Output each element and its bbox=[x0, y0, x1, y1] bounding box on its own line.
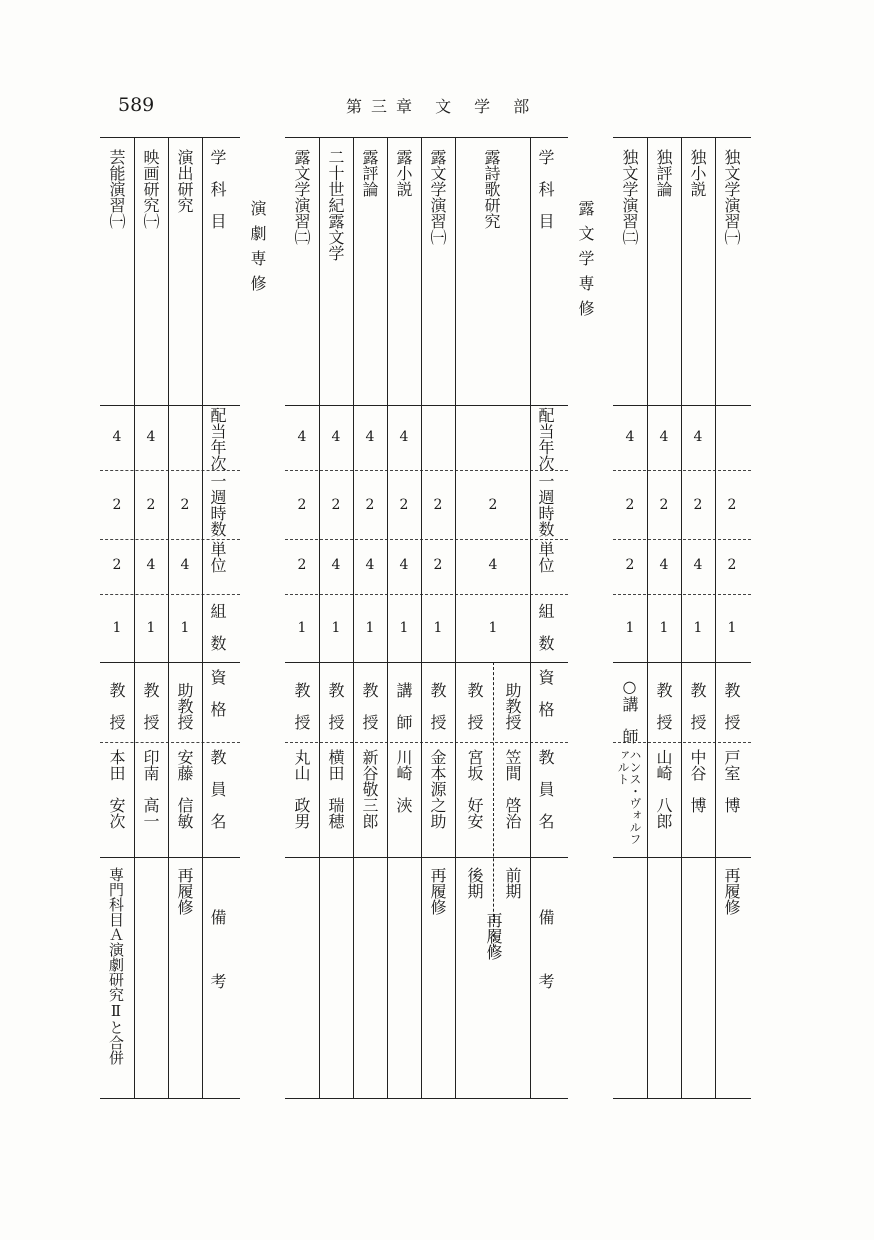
chapter-header: 第三章 文 学 部 bbox=[346, 97, 539, 116]
table-cell-note: 前期 bbox=[503, 867, 522, 899]
table-cell-year: 4 bbox=[112, 429, 122, 445]
table-cell-hours: 2 bbox=[331, 497, 341, 513]
table-cell-teacher: 本田 安次 bbox=[107, 749, 126, 829]
table-cell-groups: 1 bbox=[399, 620, 409, 636]
table-cell-hours: 2 bbox=[659, 497, 669, 513]
table-cell-groups: 1 bbox=[112, 620, 122, 636]
header-units: 単位 bbox=[208, 541, 227, 573]
table-cell-teacher: 安藤 信敏 bbox=[175, 749, 194, 829]
table-cell-rank: 教 授 bbox=[107, 682, 126, 730]
table-cell-groups: 1 bbox=[180, 620, 190, 636]
table-cell-hours: 2 bbox=[433, 497, 443, 513]
header-rank: 資 格 bbox=[536, 669, 555, 717]
table-cell-rank: 教 授 bbox=[360, 682, 379, 730]
table-cell-year: 4 bbox=[659, 429, 669, 445]
table-row-subject: 露詩歌研究 bbox=[482, 149, 501, 229]
table-row-subject: 映画研究㈠ bbox=[141, 149, 160, 229]
table-cell-units: 2 bbox=[433, 557, 443, 573]
table-cell-groups: 1 bbox=[693, 620, 703, 636]
table-cell-teacher: 宮坂 好安 bbox=[465, 749, 484, 829]
header-teacher: 教 員 名 bbox=[536, 749, 555, 829]
table-row-subject: 二十世紀露文学 bbox=[326, 149, 345, 261]
table-cell-year: 4 bbox=[331, 429, 341, 445]
table-cell-rank: 教 授 bbox=[654, 682, 673, 730]
table-cell-units: 2 bbox=[625, 557, 635, 573]
table-engeki bbox=[100, 137, 240, 1098]
table-cell-hours: 2 bbox=[693, 497, 703, 513]
table-cell-units: 4 bbox=[659, 557, 669, 573]
table-cell-rank: 教 授 bbox=[465, 682, 484, 730]
table-cell-units: 4 bbox=[146, 557, 156, 573]
header-hours: 一週時数 bbox=[208, 473, 227, 537]
table-cell-teacher: 新谷敬三郎 bbox=[360, 749, 379, 829]
header-groups: 組 数 bbox=[208, 603, 227, 651]
page-number: 589 bbox=[118, 94, 155, 116]
table-cell-units: 4 bbox=[693, 557, 703, 573]
table-cell-rank: 教 授 bbox=[292, 682, 311, 730]
section-title-engeki: 演劇専修 bbox=[248, 200, 267, 300]
table-cell-year: 4 bbox=[693, 429, 703, 445]
table-cell-hours: 2 bbox=[727, 497, 737, 513]
table-row-subject: 露評論 bbox=[360, 149, 379, 197]
table-cell-teacher: 中谷 博 bbox=[688, 749, 707, 813]
table-row-subject: 露文学演習㈡ bbox=[292, 149, 311, 245]
table-cell-units: 2 bbox=[112, 557, 122, 573]
section-title-ro: 露文学専修 bbox=[576, 200, 595, 325]
header-note: 備 考 bbox=[536, 909, 555, 989]
table-cell-groups: 1 bbox=[297, 620, 307, 636]
table-cell-year: 4 bbox=[365, 429, 375, 445]
header-units: 単位 bbox=[536, 541, 555, 573]
table-cell-rank: 教 授 bbox=[428, 682, 447, 730]
table-cell-groups: 1 bbox=[433, 620, 443, 636]
table-cell-note: 再履修 bbox=[175, 867, 194, 915]
table-cell-units: 4 bbox=[488, 557, 498, 573]
header-teacher: 教 員 名 bbox=[208, 749, 227, 829]
header-rank: 資 格 bbox=[208, 669, 227, 717]
table-cell-rank: 教 授 bbox=[326, 682, 345, 730]
table-cell-hours: 2 bbox=[180, 497, 190, 513]
table-cell-hours: 2 bbox=[399, 497, 409, 513]
table-cell-rank: 講 師 bbox=[394, 682, 413, 730]
table-cell-rank: 教 授 bbox=[722, 682, 741, 730]
table-cell-teacher: 戸室 博 bbox=[722, 749, 741, 813]
table-cell-units: 2 bbox=[297, 557, 307, 573]
table-cell-year: 4 bbox=[625, 429, 635, 445]
table-row-subject: 独評論 bbox=[654, 149, 673, 197]
table-row-subject: 露文学演習㈠ bbox=[428, 149, 447, 245]
table-cell-units: 4 bbox=[331, 557, 341, 573]
table-ro bbox=[285, 137, 568, 1098]
table-cell-teacher: 川崎 浹 bbox=[394, 749, 413, 813]
header-year: 配当年次 bbox=[536, 407, 555, 471]
table-cell-groups: 1 bbox=[625, 620, 635, 636]
table-cell-note: 再履修 bbox=[722, 867, 741, 915]
table-cell-teacher: 丸山 政男 bbox=[292, 749, 311, 829]
header-hours: 一週時数 bbox=[536, 473, 555, 537]
table-cell-rank: 教 授 bbox=[141, 682, 160, 730]
table-cell-hours: 2 bbox=[146, 497, 156, 513]
header-year: 配当年次 bbox=[208, 407, 227, 471]
table-cell-note: 専門科目Ａ演劇研究Ⅱと合併 bbox=[107, 867, 125, 1065]
table-cell-groups: 1 bbox=[659, 620, 669, 636]
table-cell-groups: 1 bbox=[365, 620, 375, 636]
table-cell-groups: 1 bbox=[331, 620, 341, 636]
table-cell-hours: 2 bbox=[297, 497, 307, 513]
table-row-subject: 露小説 bbox=[394, 149, 413, 197]
table-row-subject: 独文学演習㈡ bbox=[620, 149, 639, 245]
table-cell-note: 後期 bbox=[465, 867, 484, 899]
table-cell-rank: 教 授 bbox=[688, 682, 707, 730]
table-doku bbox=[613, 137, 751, 1098]
table-cell-note: 再履修 bbox=[428, 867, 447, 915]
table-cell-rank: ○講 師 bbox=[620, 677, 639, 744]
header-subject: 学 科 目 bbox=[208, 149, 227, 229]
table-cell-units: 2 bbox=[727, 557, 737, 573]
table-cell-teacher: 印南 高一 bbox=[141, 749, 160, 829]
table-cell-hours: 2 bbox=[488, 497, 498, 513]
table-cell-teacher: 横田 瑞穂 bbox=[326, 749, 345, 829]
table-cell-rank: 助教授 bbox=[175, 682, 194, 730]
table-cell-teacher: 金本源之助 bbox=[428, 749, 447, 829]
table-row-subject: 芸能演習㈠ bbox=[107, 149, 126, 229]
table-cell-hours: 2 bbox=[112, 497, 122, 513]
table-row-subject: 独文学演習㈠ bbox=[722, 149, 741, 245]
table-cell-note: 再履修 bbox=[484, 912, 503, 960]
table-cell-groups: 1 bbox=[488, 620, 498, 636]
table-row-subject: 独小説 bbox=[688, 149, 707, 197]
table-cell-units: 4 bbox=[399, 557, 409, 573]
header-groups: 組 数 bbox=[536, 603, 555, 651]
table-cell-rank: 助教授 bbox=[503, 682, 522, 730]
table-cell-units: 4 bbox=[365, 557, 375, 573]
table-cell-hours: 2 bbox=[365, 497, 375, 513]
table-cell-hours: 2 bbox=[625, 497, 635, 513]
table-cell-groups: 1 bbox=[146, 620, 156, 636]
table-cell-units: 4 bbox=[180, 557, 190, 573]
header-note: 備 考 bbox=[208, 909, 227, 989]
table-cell-groups: 1 bbox=[727, 620, 737, 636]
table-cell-year: 4 bbox=[146, 429, 156, 445]
table-row-subject: 演出研究 bbox=[175, 149, 194, 213]
table-cell-year: 4 bbox=[399, 429, 409, 445]
table-cell-teacher: 笠間 啓治 bbox=[503, 749, 522, 829]
table-cell-year: 4 bbox=[297, 429, 307, 445]
table-cell-teacher: ハンス・ヴォルファルト bbox=[616, 749, 642, 845]
table-cell-teacher: 山崎 八郎 bbox=[654, 749, 673, 829]
header-subject: 学 科 目 bbox=[536, 149, 555, 229]
